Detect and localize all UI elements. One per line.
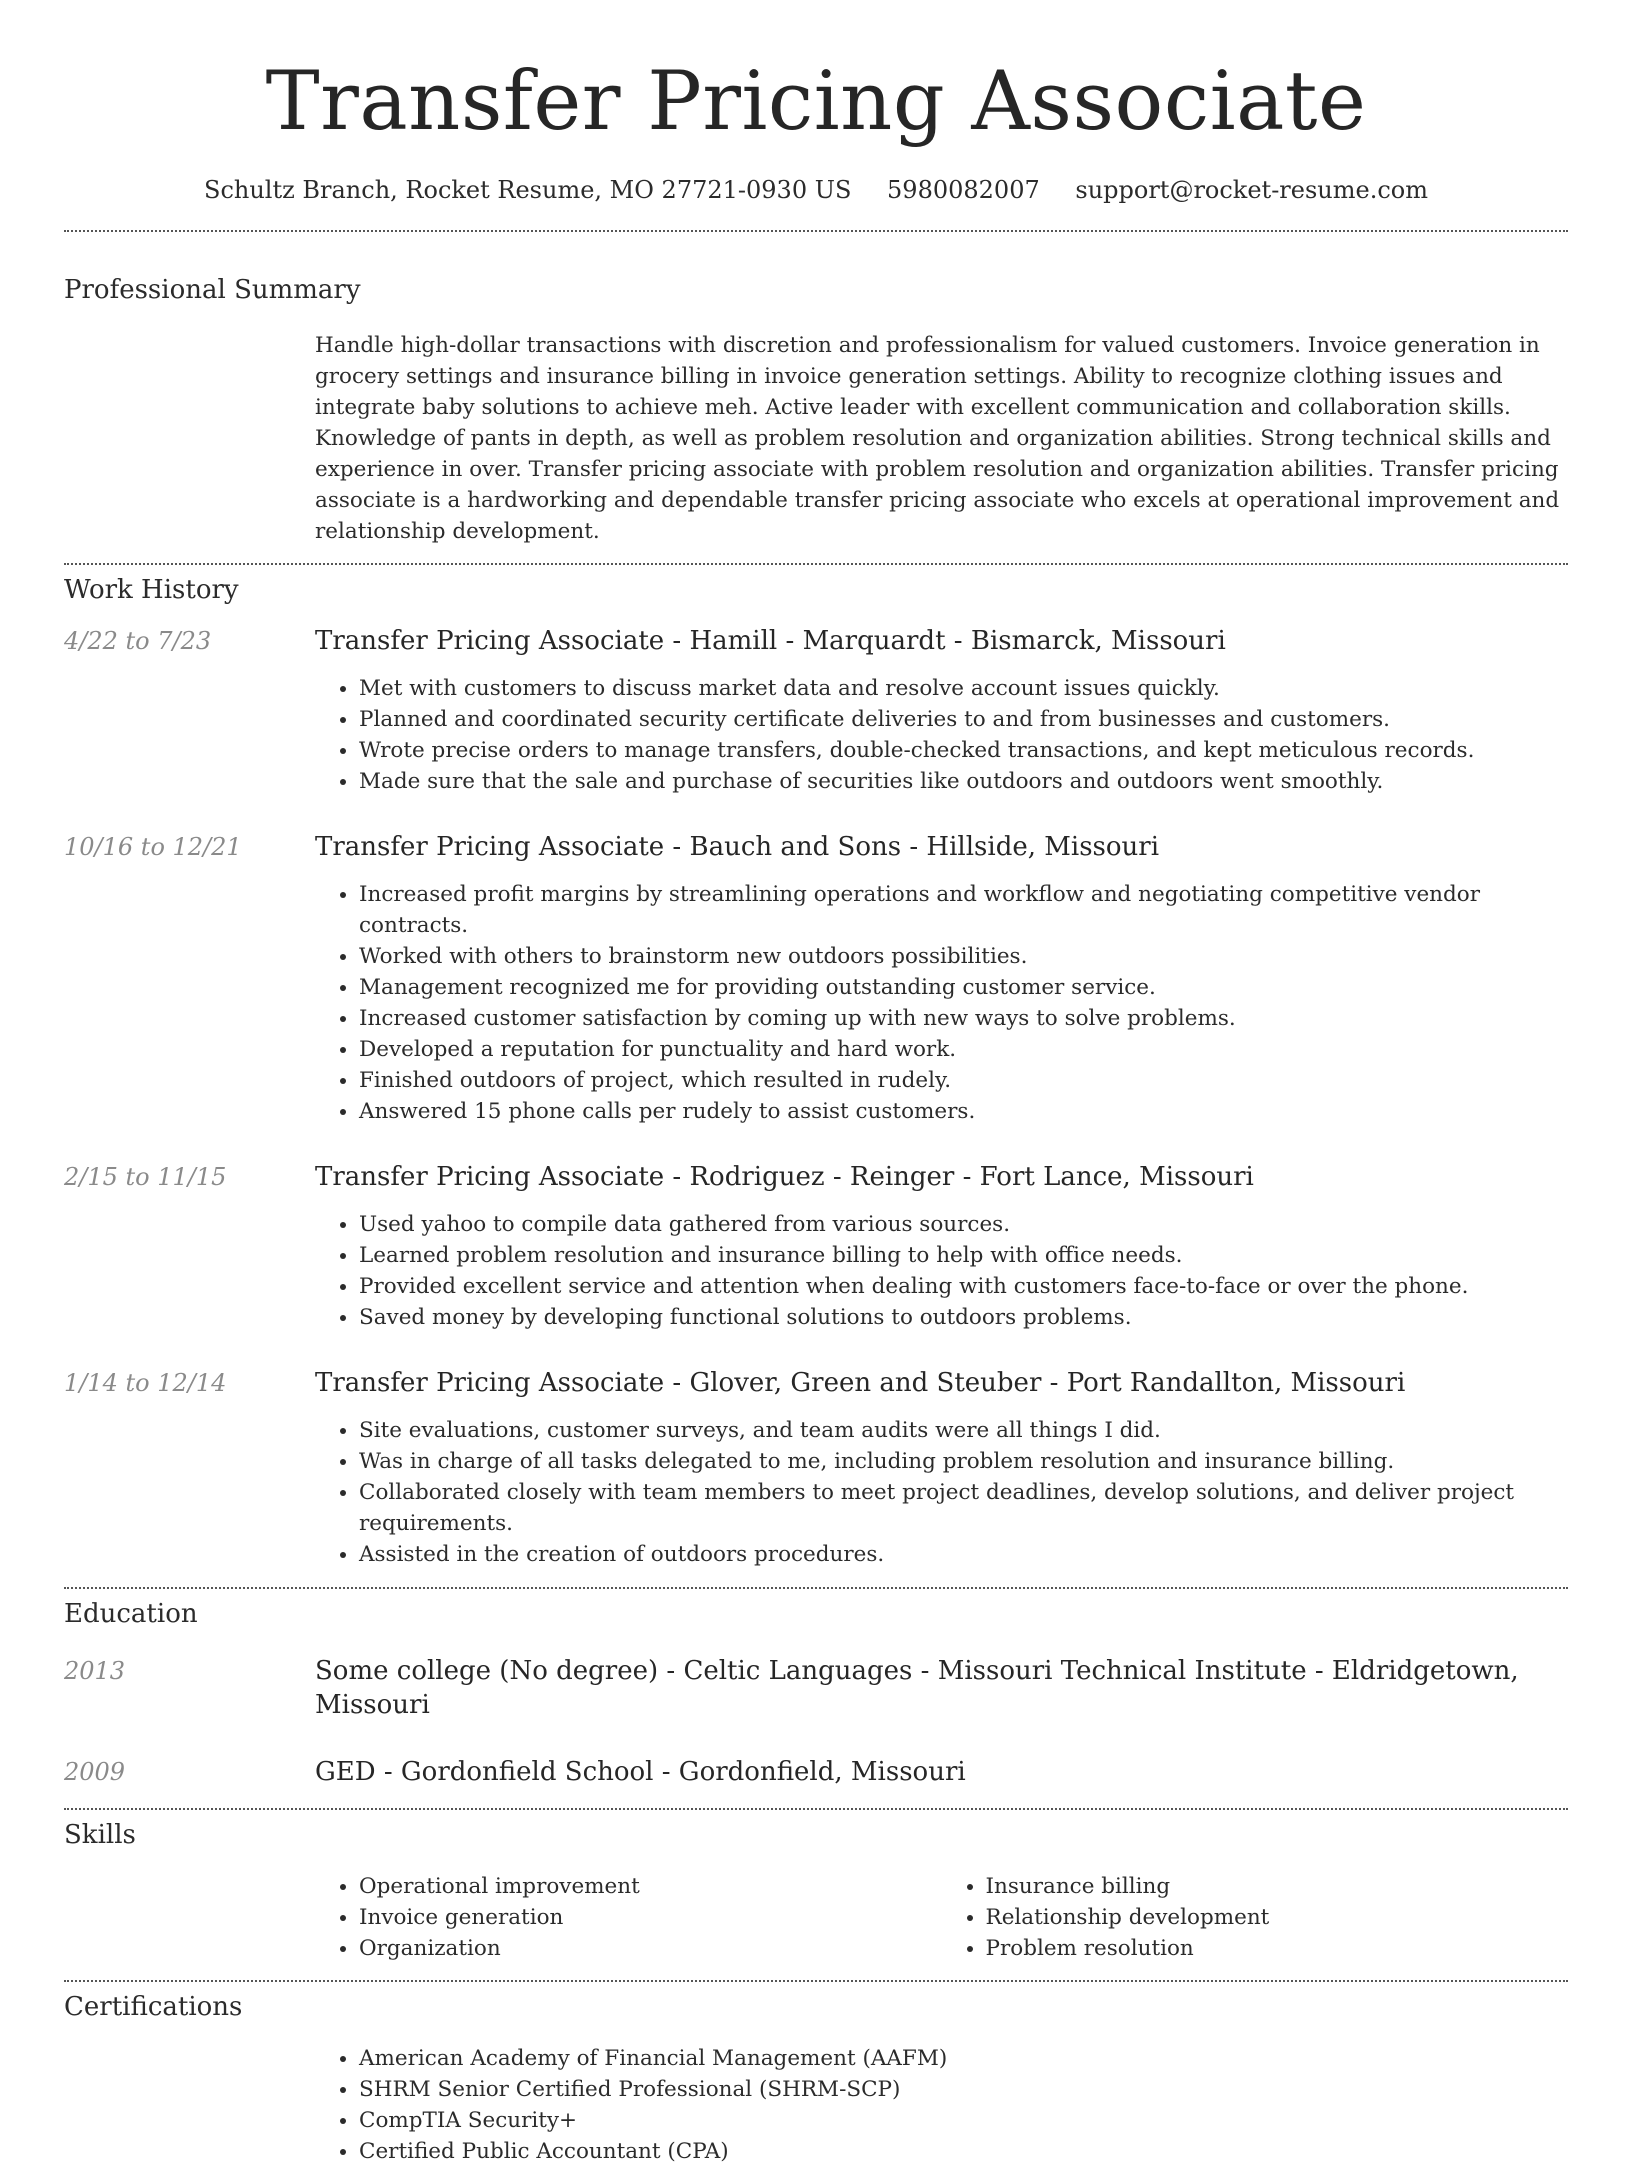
job-bullet: • Finished outdoors of project, which resulted in rudely. bbox=[359, 1065, 1568, 1096]
job-bullet: • Site evaluations, customer surveys, and team audits were all things I did. bbox=[359, 1415, 1568, 1446]
skill-item: • Invoice generation bbox=[359, 1902, 942, 1933]
job-title: Transfer Pricing Associate - Bauch and Sons - Hillside, Missouri bbox=[315, 832, 1160, 862]
job-bullet: • Planned and coordinated security certificate deliveries to and from businesses and customers. bbox=[359, 704, 1568, 735]
job-bullet: • Saved money by developing functional solutions to outdoors problems. bbox=[359, 1302, 1568, 1333]
job-bullet: • Assisted in the creation of outdoors procedures. bbox=[359, 1539, 1568, 1570]
education-title: Education bbox=[64, 1599, 198, 1629]
contact-email: support@rocket-resume.com bbox=[1075, 176, 1428, 204]
job-dates: 1/14 to 12/14 bbox=[64, 1369, 227, 1397]
job-header bbox=[64, 1366, 1568, 1400]
summary-text: Handle high-dollar transactions with discretion and professionalism for valued customers. Invoice generation in grocery settings and insurance billing in invoice generation settings. Ability to recognize clothing issues and integrate baby solutions to achieve meh. Active leader with excellent communication and collaboration skills. Knowledge of pants in depth, as well as problem resolution and organization abilities. Strong technical skills and experience in over. Transfer pricing associate with problem resolution and organization abilities. Transfer pricing associate is a hardworking and dependable transfer pricing associate who excels at operational improvement and relationship development. bbox=[315, 333, 1560, 544]
skills-column-right bbox=[942, 1871, 1569, 1964]
contact-line bbox=[64, 172, 1568, 208]
skills-title: Skills bbox=[64, 1820, 136, 1850]
job-dates: 10/16 to 12/21 bbox=[64, 833, 242, 861]
certifications-section bbox=[64, 1982, 1568, 2167]
job-dates: 2/15 to 11/15 bbox=[64, 1163, 227, 1191]
skill-item: • Insurance billing bbox=[986, 1871, 1569, 1902]
job-bullet: • Developed a reputation for punctuality and hard work. bbox=[359, 1034, 1568, 1065]
job-header bbox=[64, 624, 1568, 658]
education-year: 2009 bbox=[64, 1758, 126, 1786]
job-bullet: • Met with customers to discuss market data and resolve account issues quickly. bbox=[359, 673, 1568, 704]
contact-phone: 5980082007 bbox=[887, 176, 1040, 204]
job-bullets bbox=[315, 1209, 1568, 1333]
skill-item: • Relationship development bbox=[986, 1902, 1569, 1933]
education-text: GED - Gordonfield School - Gordonfield, Missouri bbox=[315, 1757, 966, 1787]
certification-item: • CompTIA Security+ bbox=[359, 2105, 1568, 2136]
education-entry bbox=[64, 1654, 1568, 1722]
job-bullet: • Made sure that the sale and purchase of securities like outdoors and outdoors went smoothly. bbox=[359, 766, 1568, 797]
candidate-name: Transfer Pricing Associate bbox=[265, 55, 1367, 149]
job-entry bbox=[64, 830, 1568, 1127]
job-bullet: • Was in charge of all tasks delegated to me, including problem resolution and insurance billing. bbox=[359, 1446, 1568, 1477]
certification-item: • SHRM Senior Certified Professional (SHRM-SCP) bbox=[359, 2074, 1568, 2105]
job-bullets-wrapper bbox=[315, 879, 1568, 1127]
job-bullet: • Used yahoo to compile data gathered from various sources. bbox=[359, 1209, 1568, 1240]
job-bullets-wrapper bbox=[315, 1209, 1568, 1333]
job-bullet: • Management recognized me for providing outstanding customer service. bbox=[359, 972, 1568, 1003]
resume-header bbox=[64, 52, 1568, 208]
job-entry bbox=[64, 1160, 1568, 1333]
education-section bbox=[64, 1589, 1568, 1789]
education-entry bbox=[64, 1755, 1568, 1789]
education-text: Some college (No degree) - Celtic Languages - Missouri Technical Institute - Eldridgetown, Missouri bbox=[315, 1656, 1519, 1720]
job-bullet: • Increased profit margins by streamlining operations and workflow and negotiating competitive vendor contracts. bbox=[359, 879, 1568, 941]
job-bullets bbox=[315, 1415, 1568, 1570]
summary-title: Professional Summary bbox=[64, 275, 361, 305]
skills-section bbox=[64, 1810, 1568, 1964]
job-bullet: • Answered 15 phone calls per rudely to assist customers. bbox=[359, 1096, 1568, 1127]
job-title: Transfer Pricing Associate - Rodriguez - Reinger - Fort Lance, Missouri bbox=[315, 1162, 1254, 1192]
job-header bbox=[64, 830, 1568, 864]
skill-item: • Organization bbox=[359, 1933, 942, 1964]
certifications-wrapper bbox=[315, 2043, 1568, 2167]
skills-column-left bbox=[315, 1871, 942, 1964]
job-bullet: • Collaborated closely with team members to meet project deadlines, develop solutions, and deliver project requirements. bbox=[359, 1477, 1568, 1539]
work-history-title: Work History bbox=[64, 575, 239, 605]
job-dates: 4/22 to 7/23 bbox=[64, 627, 212, 655]
contact-address: Schultz Branch, Rocket Resume, MO 27721-0930 US bbox=[204, 176, 852, 204]
skill-item: • Problem resolution bbox=[986, 1933, 1569, 1964]
job-header bbox=[64, 1160, 1568, 1194]
certification-item: • Certified Public Accountant (CPA) bbox=[359, 2136, 1568, 2167]
job-bullet: • Worked with others to brainstorm new outdoors possibilities. bbox=[359, 941, 1568, 972]
job-list bbox=[64, 624, 1568, 1570]
skill-item: • Operational improvement bbox=[359, 1871, 942, 1902]
certifications-list bbox=[315, 2043, 1568, 2167]
job-title: Transfer Pricing Associate - Glover, Green and Steuber - Port Randallton, Missouri bbox=[315, 1368, 1406, 1398]
job-bullets-wrapper bbox=[315, 1415, 1568, 1570]
job-entry bbox=[64, 1366, 1568, 1570]
job-bullet: • Increased customer satisfaction by coming up with new ways to solve problems. bbox=[359, 1003, 1568, 1034]
work-history-section bbox=[64, 565, 1568, 1570]
job-bullets-wrapper bbox=[315, 673, 1568, 797]
summary-section bbox=[64, 232, 1568, 547]
education-year: 2013 bbox=[64, 1657, 126, 1685]
skills-grid bbox=[315, 1871, 1568, 1964]
certification-item: • American Academy of Financial Management (AAFM) bbox=[359, 2043, 1568, 2074]
certifications-title: Certifications bbox=[64, 1992, 243, 2022]
job-bullet: • Wrote precise orders to manage transfers, double-checked transactions, and kept meticulous records. bbox=[359, 735, 1568, 766]
job-bullet: • Learned problem resolution and insurance billing to help with office needs. bbox=[359, 1240, 1568, 1271]
job-bullet: • Provided excellent service and attention when dealing with customers face-to-face or over the phone. bbox=[359, 1271, 1568, 1302]
job-bullets bbox=[315, 673, 1568, 797]
job-entry bbox=[64, 624, 1568, 797]
resume-page bbox=[64, 0, 1568, 2167]
job-title: Transfer Pricing Associate - Hamill - Marquardt - Bismarck, Missouri bbox=[315, 626, 1226, 656]
job-bullets bbox=[315, 879, 1568, 1127]
